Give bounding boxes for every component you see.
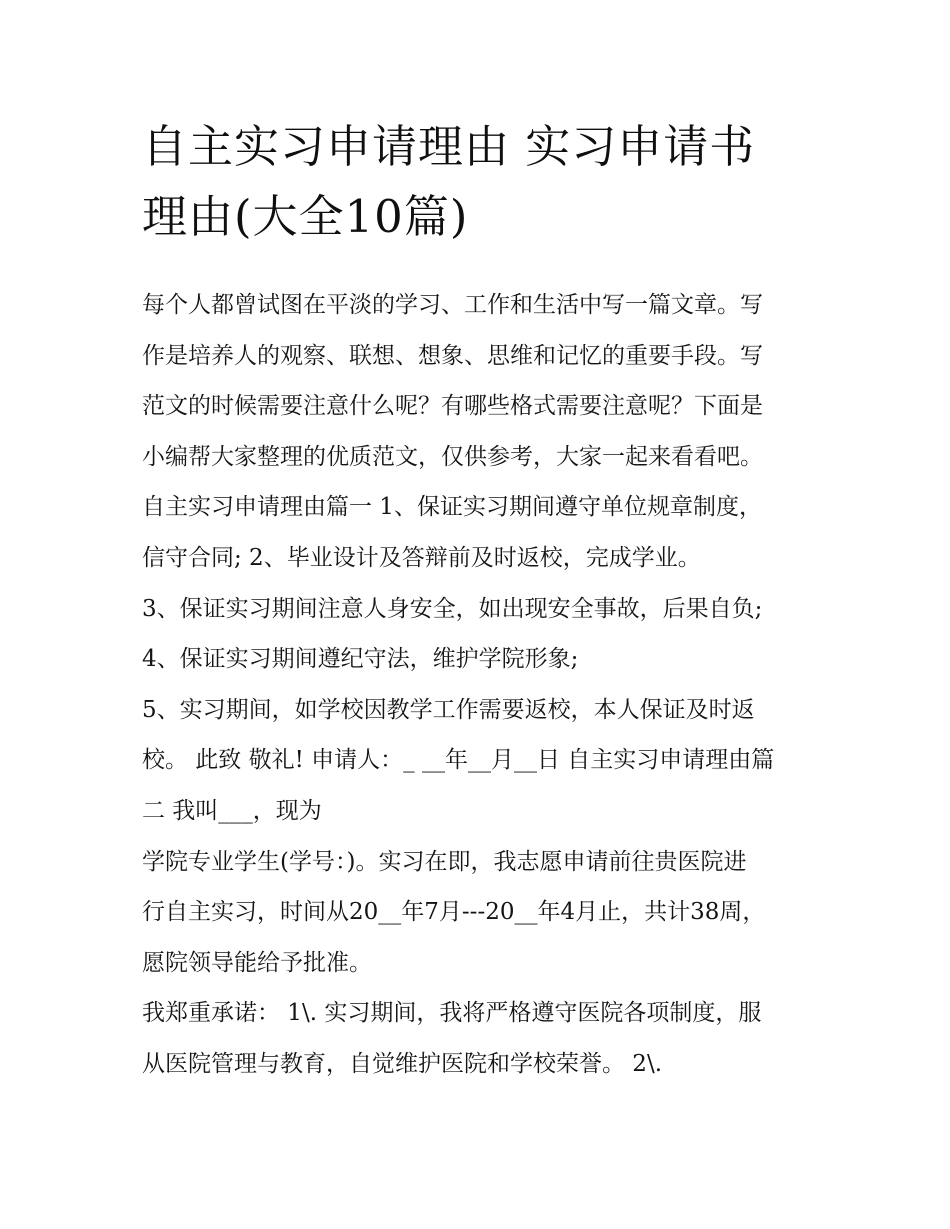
body-line: 每个人都曾试图在平淡的学习、工作和生活中写一篇文章。写: [142, 292, 763, 318]
title-line: 理由(大全10篇): [142, 190, 469, 243]
body-line: 行自主实习，时间从20__年7月---20__年4月止，共计38周，: [142, 899, 766, 926]
body-line: 校。 此致 敬礼! 申请人：_ __年__月__日 自主实习申请理由篇: [142, 747, 775, 774]
document-content: [142, 112, 822, 1090]
body-line: 小编帮大家整理的优质范文，仅供参考，大家一起来看看吧。: [142, 443, 763, 470]
body-line: 愿院领导能给予批准。: [142, 949, 372, 976]
body-line: 作是培养人的观察、联想、想象、思维和记忆的重要手段。写: [142, 342, 763, 369]
title-line: 自主实习申请理由 实习申请书: [142, 120, 756, 173]
body-line: 学院专业学生(学号：)。实习在即，我志愿申请前往贵医院进: [142, 848, 747, 875]
body-line: 3、保证实习期间注意人身安全，如出现安全事故，后果自负;: [142, 595, 763, 622]
body-line: 自主实习申请理由篇一 1、保证实习期间遵守单位规章制度，: [142, 494, 762, 521]
body-line: 从医院管理与教育，自觉维护医院和学校荣誉。 2\.: [142, 1050, 663, 1077]
document-body: [142, 280, 822, 1090]
body-line: 信守合同; 2、毕业设计及答辩前及时返校，完成学业。: [142, 544, 701, 571]
body-line: 4、保证实习期间遵纪守法，维护学院形象;: [142, 646, 579, 673]
body-line: 我郑重承诺： 1\. 实习期间，我将严格遵守医院各项制度，服: [142, 1000, 762, 1027]
body-line: 范文的时候需要注意什么呢？有哪些格式需要注意呢？下面是: [142, 393, 763, 420]
document-title: [142, 112, 822, 252]
body-line: 二 我叫___，现为: [142, 797, 322, 824]
body-line: 5、实习期间，如学校因教学工作需要返校，本人保证及时返: [142, 696, 755, 723]
